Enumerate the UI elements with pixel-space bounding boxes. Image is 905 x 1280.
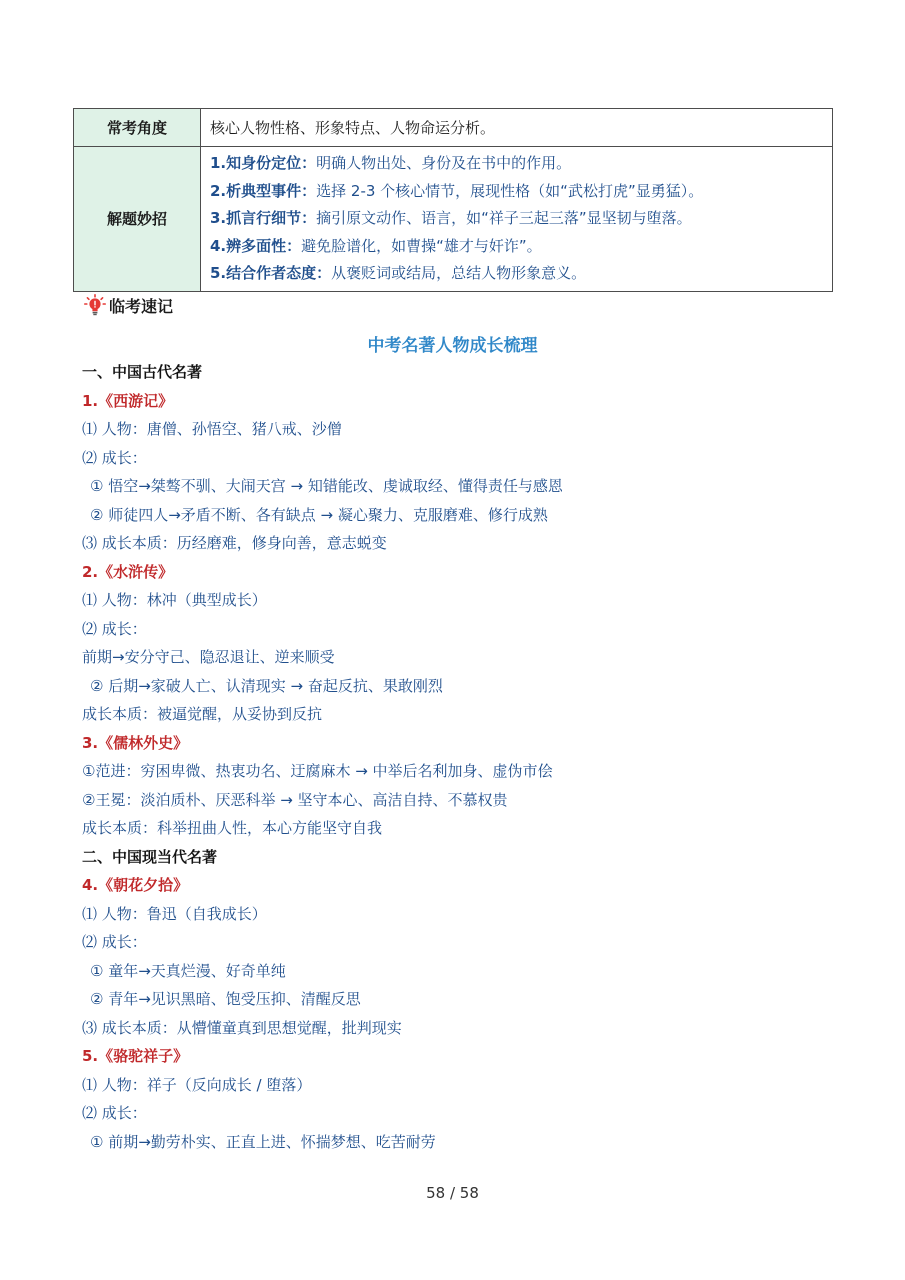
tip-text: 摘引原文动作、语言，如“祥子三起三落”显坚韧与堕落。 (316, 209, 692, 227)
page-number: 58 / 58 (426, 1184, 479, 1202)
tip-text: 从褒贬词或结局，总结人物形象意义。 (331, 264, 587, 282)
tip-text: 明确人物出处、身份及在书中的作用。 (316, 154, 572, 172)
book-title: 5.《骆驼祥子》 (82, 1047, 189, 1065)
content-line: ② 师徒四人→矛盾不断、各有缺点 → 凝心聚力、克服磨难、修行成熟 (90, 505, 548, 524)
content-line: ⑶ 成长本质：从懵懂童真到思想觉醒，批判现实 (82, 1018, 402, 1037)
memo-label: 临考速记 (109, 296, 174, 316)
tip-item (210, 178, 823, 206)
page-title: 中考名著人物成长梳理 (367, 336, 538, 356)
book-title: 2.《水浒传》 (82, 562, 174, 581)
table-row (74, 147, 833, 292)
tip-item (210, 260, 823, 288)
content-line: ⑴ 人物：林冲（典型成长） (82, 591, 267, 609)
tip-key: 1.知身份定位： (210, 154, 317, 172)
content-line: ⑴ 人物：祥子（反向成长 / 堕落） (82, 1075, 312, 1094)
tip-text: 避免脸谱化，如曹操“雄才与奸诈”。 (301, 236, 542, 255)
content-line: 成长本质：被逼觉醒，从妥协到反抗 (82, 705, 323, 723)
content-line: ① 悟空→桀骜不驯、大闹天宫 → 知错能改、虔诚取经、懂得责任与感恩 (90, 477, 563, 495)
book-title: 3.《儒林外史》 (82, 733, 189, 752)
tip-item (210, 205, 823, 233)
tip-key: 5.结合作者态度： (210, 264, 332, 282)
tip-item (210, 150, 823, 178)
section-heading: 二、中国现当代名著 (82, 847, 218, 866)
tip-item (210, 233, 823, 261)
content-line: ② 后期→家破人亡、认清现实 → 奋起反抗、果敢刚烈 (90, 676, 443, 695)
memo-heading (84, 293, 173, 317)
content-line: ⑵ 成长： (82, 1104, 147, 1122)
row-header: 解题妙招 (74, 147, 201, 292)
content-line: ⑵ 成长： (82, 619, 147, 638)
content-line: ② 青年→见识黑暗、饱受压抑、清醒反思 (90, 990, 361, 1008)
section-heading: 一、中国古代名著 (82, 363, 203, 381)
content-line: 成长本质：科举扭曲人性，本心方能坚守自我 (82, 819, 383, 837)
tip-key: 3.抓言行细节： (210, 209, 317, 227)
exam-tips-table (73, 108, 833, 292)
content-line: ⑴ 人物：唐僧、孙悟空、猪八戒、沙僧 (82, 420, 342, 438)
tip-key: 2.析典型事件： (210, 181, 317, 200)
book-title: 1.《西游记》 (82, 391, 174, 410)
content-line: ⑴ 人物：鲁迅（自我成长） (82, 904, 267, 923)
lightbulb-icon (84, 294, 106, 316)
content-line: ①范进：穷困卑微、热衷功名、迂腐麻木 → 中举后名利加身、虚伪市侩 (82, 762, 553, 780)
content-line: ②王冕：淡泊质朴、厌恶科举 → 坚守本心、高洁自持、不慕权贵 (82, 790, 508, 809)
tips-cell (201, 147, 833, 292)
content-line: ① 前期→勤劳朴实、正直上进、怀揣梦想、吃苦耐劳 (90, 1132, 436, 1151)
content-line: 前期→安分守己、隐忍退让、逆来顺受 (82, 648, 335, 666)
row-header: 常考角度 (74, 109, 201, 147)
book-title: 4.《朝花夕拾》 (82, 876, 189, 894)
content-line: ⑶ 成长本质：历经磨难，修身向善，意志蜕变 (82, 534, 387, 552)
content-line: ⑵ 成长： (82, 933, 147, 951)
content-body (82, 358, 842, 1156)
content-line: ⑵ 成长： (82, 448, 147, 467)
table-row (74, 109, 833, 147)
row-value: 核心人物性格、形象特点、人物命运分析。 (201, 109, 833, 147)
tip-key: 4.辨多面性： (210, 236, 302, 255)
tip-text: 选择 2-3 个核心情节，展现性格（如“武松打虎”显勇猛）。 (316, 181, 704, 200)
content-line: ① 童年→天真烂漫、好奇单纯 (90, 961, 286, 980)
